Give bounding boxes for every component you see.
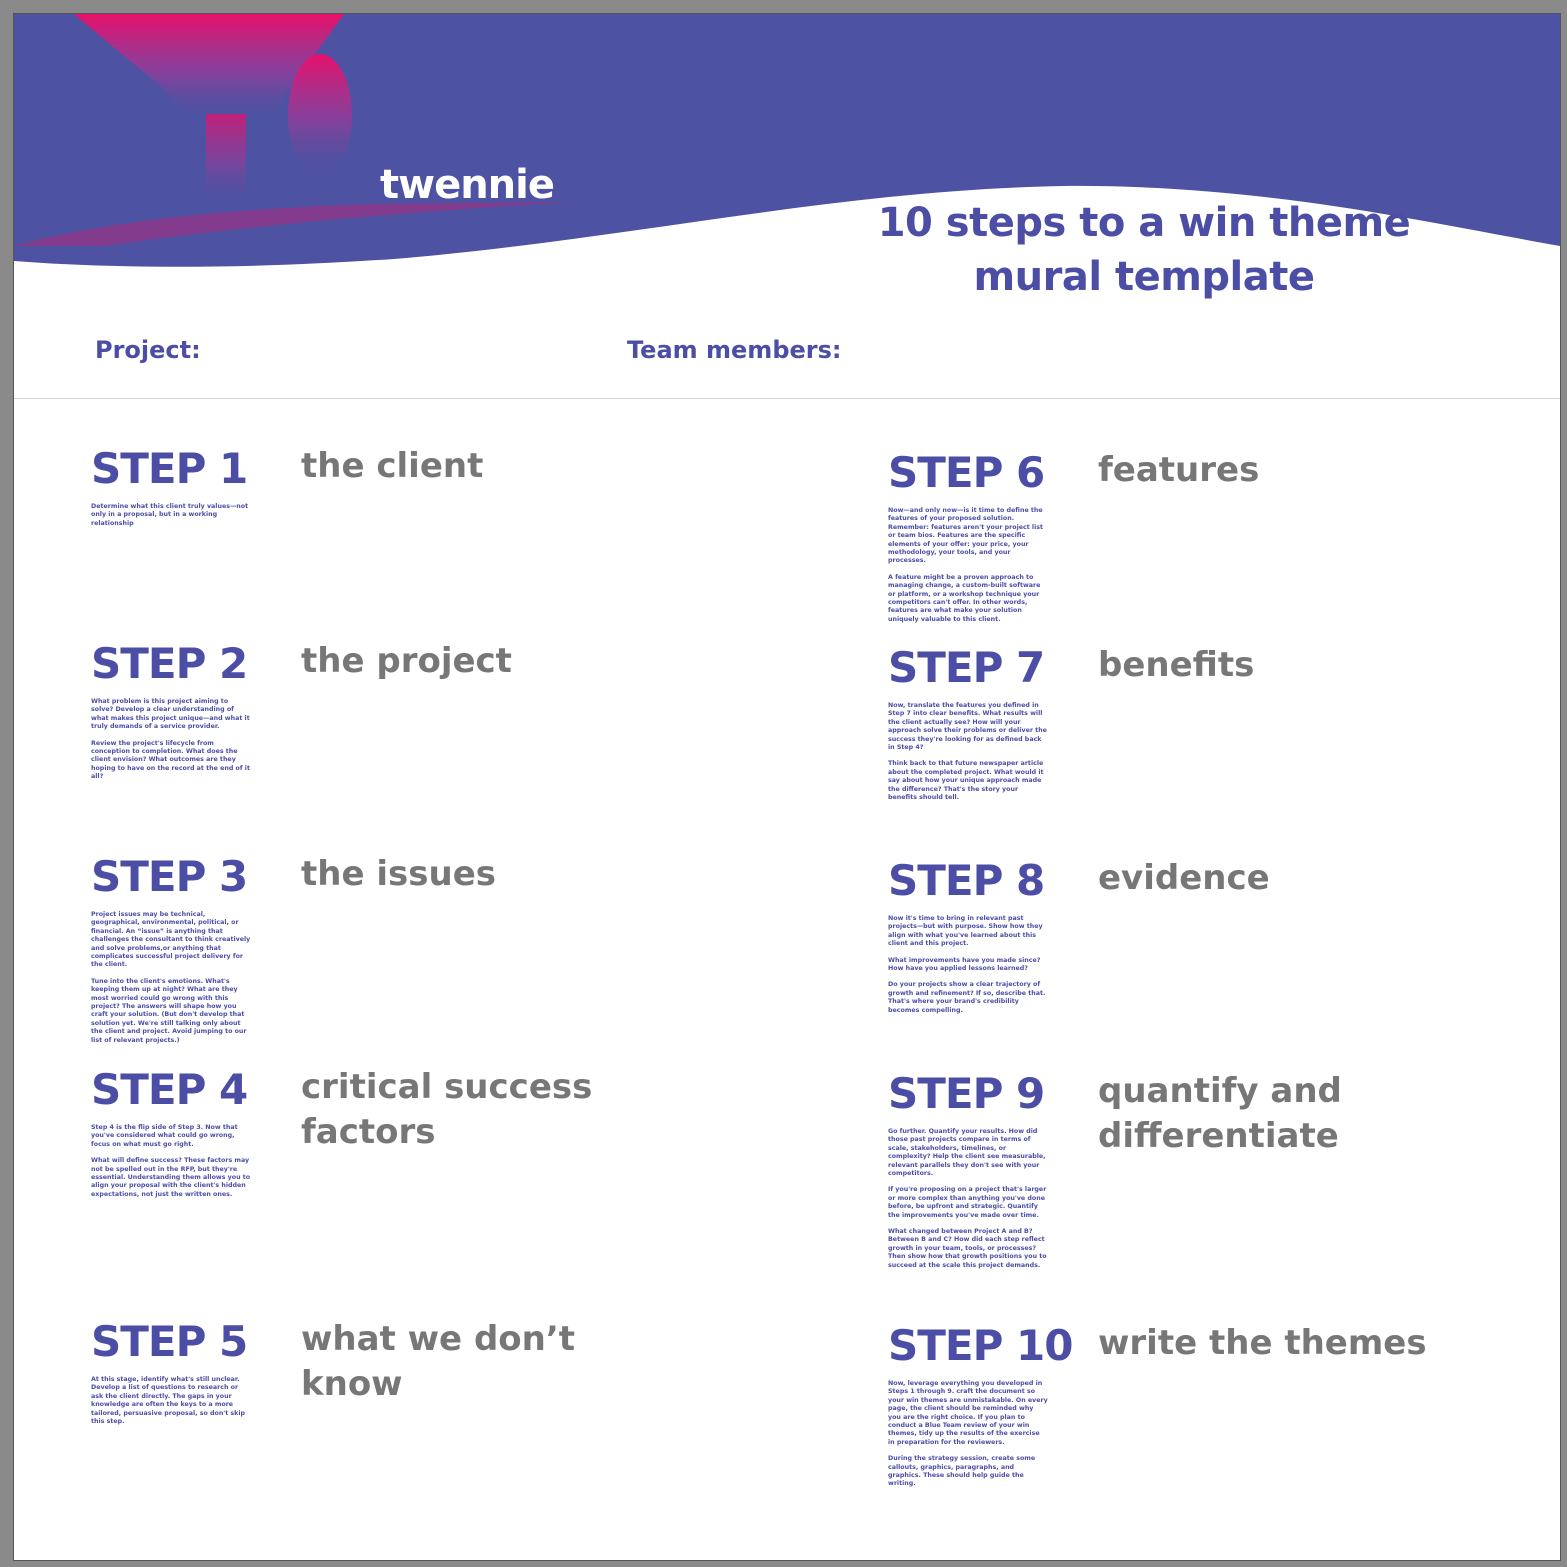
step-paragraph: Tune into the client's emotions. What's keeping them up at night? What are they most worried could go wrong with this project? The answers will shape how you craft your solution. (But don't develop that solution yet. We're still talking only about the client and project. Avoid jumping to our list of relevant projects.) xyxy=(91,977,247,1044)
step-title: write the themes xyxy=(1098,1323,1427,1363)
step-number: STEP 7 xyxy=(888,643,1045,692)
step-description xyxy=(888,702,1048,810)
step-paragraph: What will define success? These factors may not be spelled out in the RFP, but they're essential. Understanding them allows you to align your proposal with the client's hidden expectations, not just the written ones. xyxy=(91,1157,251,1198)
brand-name: twennie xyxy=(380,162,554,208)
step-description xyxy=(91,1376,251,1434)
step-paragraph: Review the project's lifecycle from conception to completion. What does the client envision? What outcomes are they hoping to have on the record at the end of it all? xyxy=(91,739,250,781)
step-paragraph: Now—and only now—is it time to define the features of your proposed solution. Remember: features aren't your project list or team bios. Features are the specific elements of your offer: your price, your methodology, your tools, and your processes. xyxy=(888,507,1044,565)
step-number: STEP 3 xyxy=(91,852,248,901)
step-1-card xyxy=(91,444,691,644)
step-title: the project xyxy=(301,641,512,681)
step-5-card xyxy=(91,1317,691,1517)
step-8-card xyxy=(888,856,1488,1056)
step-description xyxy=(888,507,1048,632)
step-description xyxy=(91,911,251,1053)
step-title: features xyxy=(1098,450,1260,490)
step-paragraph: During the strategy session, create some callouts, graphics, paragraphs, and graphics. These should help guide the writing. xyxy=(888,1455,1036,1488)
step-title: what we don’t know xyxy=(301,1319,576,1404)
step-description xyxy=(91,1124,251,1207)
step-paragraph: What changed between Project A and B? Between B and C? How did each step reflect growth in your team, tools, or processes? Then show how that growth positions you to succeed at the scale this project demands. xyxy=(888,1228,1047,1269)
step-number: STEP 2 xyxy=(91,639,248,688)
step-paragraph: If you're proposing on a project that's larger or more complex than anything you've done before, be upfront and strategic. Quantify the improvements you've made over time. xyxy=(888,1186,1047,1219)
page-title xyxy=(874,196,1414,304)
step-paragraph: A feature might be a proven approach to managing change, a custom-built software or platform, or a workshop technique your competitors can't offer. In other words, features are what make your solution uniquely valuable to this client. xyxy=(888,573,1041,623)
mural-sheet xyxy=(14,14,1560,1560)
step-paragraph: Determine what this client truly values—not only in a proposal, but in a working relationship xyxy=(91,503,249,527)
step-paragraph: Now it's time to bring in relevant past projects—but with purpose. Show how they align with what you've learned about this client and this project. xyxy=(888,915,1043,948)
step-paragraph: Now, translate the features you defined in Step 7 into clear benefits. What results will the client actually see? How will your approach solve their problems or deliver the success they're looking for as defined back in Step 4? xyxy=(888,702,1047,752)
step-6-card xyxy=(888,448,1488,648)
title-line-1: 10 steps to a win theme xyxy=(877,200,1411,246)
step-paragraph: At this stage, identify what's still unclear. Develop a list of questions to research or ask the client directly. The gaps in your knowledge are often the keys to a more tailored, persuasive proposal, so don't skip this step. xyxy=(91,1376,246,1426)
step-title: evidence xyxy=(1098,858,1270,898)
step-paragraph: Step 4 is the flip side of Step 3. Now that you've considered what could go wrong, focus on what must go right. xyxy=(91,1124,238,1148)
step-description xyxy=(888,915,1048,1023)
project-label: Project: xyxy=(95,336,201,364)
step-number: STEP 8 xyxy=(888,856,1045,905)
step-paragraph: Go further. Quantify your results. How did those past projects compare in terms of scale, stakeholders, timelines, or complexity? Help the client see measurable, relevant parallels they don't see with your competitors. xyxy=(888,1128,1046,1178)
step-description xyxy=(91,503,251,536)
step-number: STEP 10 xyxy=(888,1321,1073,1370)
step-paragraph: What problem is this project aiming to solve? Develop a clear understanding of what makes this project unique—and what it truly demands of a service provider. xyxy=(91,698,250,731)
step-number: STEP 9 xyxy=(888,1069,1045,1118)
step-paragraph: Project issues may be technical, geographical, environmental, political, or financial. An “issue” is anything that challenges the consultant to think creatively and solve problems,or anything that complicates successful project delivery for the client. xyxy=(91,911,251,969)
step-4-card xyxy=(91,1065,691,1265)
step-title: quantify and differentiate xyxy=(1098,1071,1342,1156)
step-title: the client xyxy=(301,446,484,486)
title-line-2: mural template xyxy=(973,254,1315,300)
step-description xyxy=(888,1380,1048,1497)
step-2-card xyxy=(91,639,691,839)
step-number: STEP 6 xyxy=(888,448,1045,497)
step-paragraph: Think back to that future newspaper article about the completed project. What would it say about how your unique approach made the difference? That's the story your benefits should tell. xyxy=(888,760,1044,802)
step-number: STEP 1 xyxy=(91,444,248,493)
step-paragraph: What improvements have you made since? How have you applied lessons learned? xyxy=(888,956,1041,973)
step-10-card xyxy=(888,1321,1488,1521)
step-number: STEP 5 xyxy=(91,1317,248,1366)
step-number: STEP 4 xyxy=(91,1065,248,1114)
step-7-card xyxy=(888,643,1488,843)
step-title: the issues xyxy=(301,854,496,894)
header-divider xyxy=(14,398,1560,399)
step-paragraph: Do your projects show a clear trajectory of growth and refinement? If so, describe that. That's where your brand's credibility becomes compelling. xyxy=(888,981,1046,1014)
step-description xyxy=(888,1128,1048,1278)
step-3-card xyxy=(91,852,691,1062)
step-description xyxy=(91,698,251,790)
team-members-label: Team members: xyxy=(627,336,842,364)
step-title: critical success factors xyxy=(301,1067,593,1152)
step-9-card xyxy=(888,1069,1488,1289)
step-title: benefits xyxy=(1098,645,1255,685)
step-paragraph: Now, leverage everything you developed in Steps 1 through 9. craft the document so your win themes are unmistakable. On every page, the client should be reminded why you are the right choice. If you plan to conduct a Blue Team review of your win themes, tidy up the results of the exercise in preparation for the reviewers. xyxy=(888,1380,1048,1446)
